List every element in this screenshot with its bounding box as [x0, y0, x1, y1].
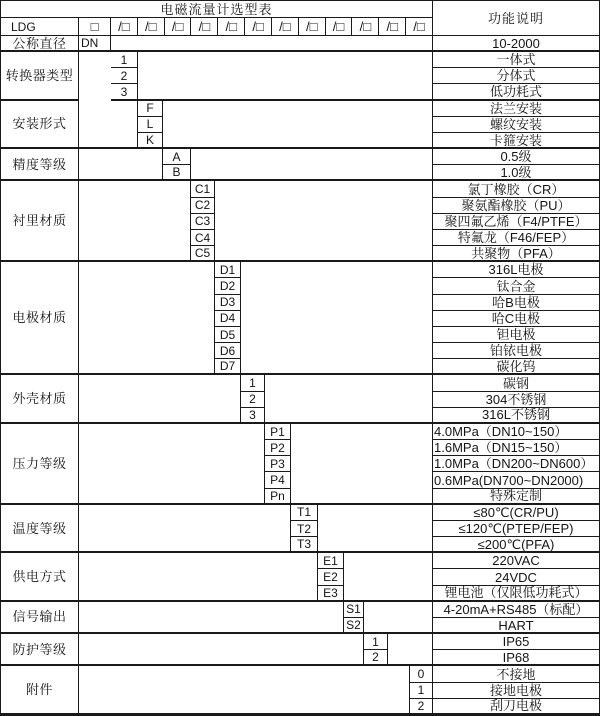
code-box: /□: [326, 18, 353, 35]
option-description: 螺纹安装: [433, 117, 599, 133]
option-description: 聚氨酯橡胶（PU）: [433, 198, 599, 214]
option-description: 哈C电极: [433, 311, 599, 327]
option-description: 4-20mA+RS485（标配）: [433, 602, 599, 618]
option-code: D1: [215, 262, 241, 278]
option-code: P4: [265, 472, 291, 488]
option-code: D5: [215, 327, 241, 343]
code-box: /□: [218, 18, 245, 35]
option-code: D2: [215, 278, 241, 294]
option-code: C1: [191, 181, 215, 197]
option-description: IP68: [433, 650, 599, 666]
option-description: 刮刀电极: [433, 699, 599, 715]
filler-cell: [79, 262, 215, 375]
option-description: 220VAC: [433, 553, 599, 569]
option-code: P1: [265, 424, 291, 440]
option-description: 特氟龙（F46/FEP）: [433, 230, 599, 246]
option-code: 1: [241, 375, 265, 391]
option-description: 钽电极: [433, 327, 599, 343]
option-code: A: [163, 149, 191, 165]
option-code: P3: [265, 456, 291, 472]
option-description: 0.5级: [433, 149, 599, 165]
code-box: /□: [272, 18, 299, 35]
category-label: 信号输出: [1, 602, 79, 634]
option-code: C3: [191, 214, 215, 230]
filler-cell: [163, 101, 433, 150]
option-code: C5: [191, 246, 215, 262]
code-box: /□: [165, 18, 192, 35]
filler-cell: [265, 375, 433, 424]
option-code: 2: [241, 392, 265, 408]
option-description: 哈B电极: [433, 295, 599, 311]
option-code: T2: [291, 521, 318, 537]
option-description: 316L电极: [433, 262, 599, 278]
filler-cell: [79, 181, 191, 262]
option-description: 10-2000: [433, 36, 599, 52]
category-label: 安装形式: [1, 101, 79, 150]
option-description: 4.0MPa（DN10~150）: [433, 424, 599, 440]
option-code: D6: [215, 343, 241, 359]
option-code: 1: [111, 52, 138, 68]
code-box: /□: [413, 19, 425, 34]
filler-cell: [291, 424, 433, 505]
option-code: T3: [291, 537, 318, 553]
option-description: 铂铱电极: [433, 343, 599, 359]
filler-cell: [79, 634, 364, 666]
option-description: IP65: [433, 634, 599, 650]
option-description: 氯丁橡胶（CR）: [433, 181, 599, 197]
option-code: S1: [344, 602, 364, 618]
category-label: 电极材质: [1, 262, 79, 375]
option-description: 法兰安装: [433, 101, 599, 117]
option-description: 0.6MPa(DN700~DN2000): [433, 472, 599, 488]
option-description: 304不锈钢: [433, 392, 599, 408]
option-description: 碳化钨: [433, 359, 599, 375]
filler-cell: [79, 424, 265, 505]
selection-table: [1, 1, 599, 715]
option-description: 24VDC: [433, 569, 599, 585]
option-description: 1.0MPa（DN200~DN600）: [433, 456, 599, 472]
option-description: 碳钢: [433, 375, 599, 391]
option-code: 0: [410, 666, 433, 682]
option-code: 1: [410, 683, 433, 699]
option-code: C2: [191, 198, 215, 214]
filler-cell: [138, 52, 433, 101]
filler-cell: [79, 666, 410, 715]
filler-cell: [344, 553, 433, 602]
option-code: 3: [241, 408, 265, 424]
option-code: 1: [364, 634, 388, 650]
option-code: 2: [111, 68, 138, 84]
filler-cell: [364, 602, 433, 634]
option-description: 1.0级: [433, 165, 599, 181]
category-label: 转换器类型: [1, 52, 79, 101]
function-column-header: 功能说明: [433, 1, 599, 36]
category-label: 供电方式: [1, 553, 79, 602]
category-label: 外壳材质: [1, 375, 79, 424]
option-code: F: [138, 101, 163, 117]
option-description: 卡箍安装: [433, 133, 599, 149]
option-code: Pn: [265, 489, 291, 505]
code-box: /□: [111, 18, 138, 35]
category-label: 压力等级: [1, 424, 79, 505]
option-code: P2: [265, 440, 291, 456]
category-label: 防护等级: [1, 634, 79, 666]
option-code: DN: [79, 36, 111, 52]
code-box-row: [111, 18, 433, 36]
dn-code-box: □: [79, 18, 111, 36]
category-label: 精度等级: [1, 149, 79, 181]
option-description: HART: [433, 618, 599, 634]
option-description: 特殊定制: [433, 489, 599, 505]
model-prefix: LDG: [1, 18, 79, 36]
filler-cell: [191, 149, 433, 181]
option-description: 1.6MPa（DN15~150）: [433, 440, 599, 456]
option-code: S2: [344, 618, 364, 634]
filler-cell: [241, 262, 433, 375]
option-code: T1: [291, 505, 318, 521]
filler-cell: [79, 505, 291, 554]
filler-cell: [79, 375, 241, 424]
category-label: 温度等级: [1, 505, 79, 554]
option-code: K: [138, 133, 163, 149]
option-description: 锂电池（仅限低功耗式）: [433, 586, 599, 602]
option-code: E2: [318, 569, 344, 585]
option-description: 316L不锈钢: [433, 408, 599, 424]
option-description: ≤80℃(CR/PU): [433, 505, 599, 521]
filler-cell: [79, 101, 138, 150]
code-box: /□: [299, 18, 326, 35]
option-description: 接地电极: [433, 683, 599, 699]
filler-cell: [318, 505, 433, 554]
option-code: 2: [410, 699, 433, 715]
code-box: /□: [379, 18, 406, 35]
option-code: C4: [191, 230, 215, 246]
option-code: 3: [111, 84, 138, 100]
option-description: 共聚物（PFA）: [433, 246, 599, 262]
option-code: D3: [215, 295, 241, 311]
option-description: 分体式: [433, 68, 599, 84]
code-box: /□: [245, 18, 272, 35]
option-code: D7: [215, 359, 241, 375]
option-code: L: [138, 117, 163, 133]
option-code: E3: [318, 586, 344, 602]
category-label: 附件: [1, 666, 79, 715]
filler-cell: [79, 553, 318, 602]
option-code: 2: [364, 650, 388, 666]
filler-cell: [215, 181, 433, 262]
option-description: 一体式: [433, 52, 599, 68]
option-description: ≤200℃(PFA): [433, 537, 599, 553]
option-description: 不接地: [433, 666, 599, 682]
option-description: 低功耗式: [433, 84, 599, 100]
option-description: 聚四氟乙烯（F4/PTFE）: [433, 214, 599, 230]
category-label: 公称直径: [1, 36, 79, 52]
filler-cell: [79, 602, 344, 634]
table-title: 电磁流量计选型表: [1, 1, 433, 18]
category-label: 衬里材质: [1, 181, 79, 262]
code-box: /□: [138, 18, 165, 35]
option-code: B: [163, 165, 191, 181]
option-description: ≤120℃(PTEP/FEP): [433, 521, 599, 537]
code-box: /□: [352, 18, 379, 35]
code-box: /□: [191, 18, 218, 35]
option-code: E1: [318, 553, 344, 569]
filler-cell: [79, 149, 163, 181]
option-code: D4: [215, 311, 241, 327]
filler-cell: [111, 36, 433, 52]
filler-cell: [388, 634, 433, 666]
option-description: 钛合金: [433, 278, 599, 294]
